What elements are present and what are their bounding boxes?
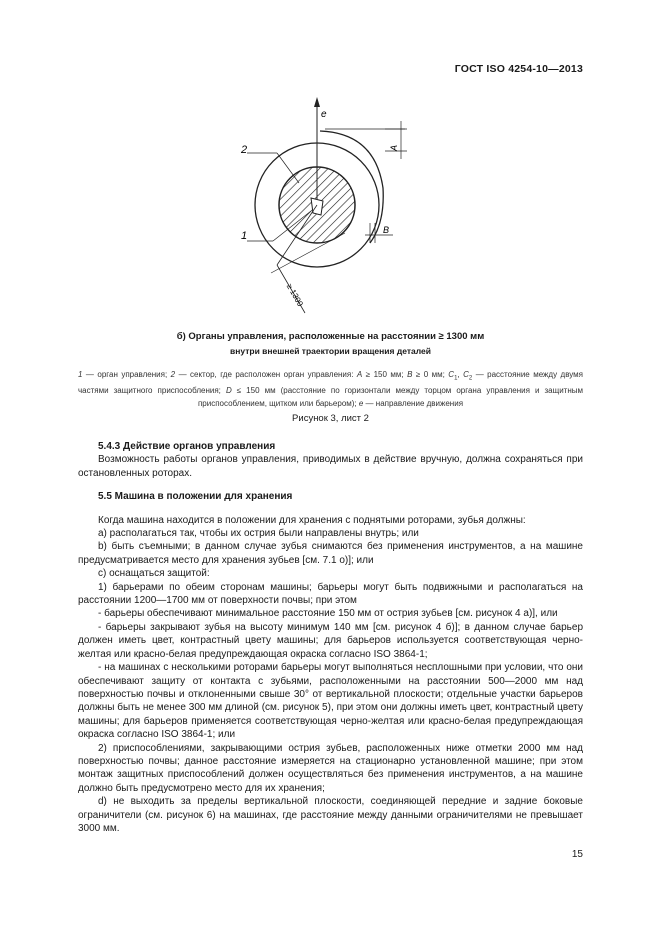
label-dim-1300: ≥ 1300 <box>284 282 305 308</box>
list-item: b) быть съемными; в данном случае зубья снимаются без применения инструментов, а на машине предусматривается место для хранения зубьев [см. 7.1 о)]; или <box>78 541 583 566</box>
list-item: a) располагаться так, чтобы их острия были направлены внутрь; или <box>98 528 419 540</box>
figure-legend: 1 — орган управления; 2 — сектор, где расположен орган управления: A ≥ 150 мм; B ≥ 0 мм; $C_1$, $C_2$ — расстояние между двумя частями защитного приспособления; D ≤ 150 мм (расстояние по горизонтали между торцом органа управления и защитным приспособлением, щитком или барьером); e — направление движения <box>78 370 584 408</box>
standard-header: ГОСТ ISO 4254-10—2013 <box>454 63 583 75</box>
figure-caption: Рисунок 3, лист 2 <box>292 413 369 424</box>
list-item: - барьеры обеспечивают минимальное расстояние 150 мм от острия зубьев [см. рисунок 4 а)], или <box>98 608 558 620</box>
list-item: 2) приспособлениями, закрывающими острия зубьев, расположенных ниже отметки 2000 мм над поверхностью почвы; данное расстояние измеряется на стационарно установленной машине; при этом монтаж защитных приспособлений должен осуществляться без применения инструментов, а на машине должно быть предусмотрено место для их хранения; <box>78 742 583 794</box>
direction-arrow <box>314 97 320 107</box>
list-item: c) оснащаться защитой: <box>98 568 210 580</box>
list-item: 1) барьерами по обеим сторонам машины; барьеры могут быть подвижными и располагаться на расстоянии 1200—1700 мм от поверхности почвы; при этом <box>78 581 583 607</box>
page-number: 15 <box>571 849 583 860</box>
legend-num-2: 2 <box>170 370 176 379</box>
paragraph: Возможность работы органов управления, приводимых в действие вручную, должна сохраняться при остановленных роторах. <box>78 454 583 479</box>
section-heading-5-5: 5.5 Машина в положении для хранения <box>98 491 293 503</box>
figure-3-sheet-2-drawing <box>225 93 425 329</box>
section-heading-5-4-3: 5.4.3 Действие органов управления <box>98 441 276 452</box>
legend-num-1: 1 <box>78 370 83 379</box>
label-2: 2 <box>241 144 248 156</box>
figure-subtitle-line-1: б) Органы управления, расположенные на расстоянии ≥ 1300 мм <box>176 331 485 342</box>
figure-subtitle-line-2: внутри внешней траектории вращения деталей <box>230 346 431 356</box>
body-text <box>78 440 583 835</box>
control-element <box>311 198 323 215</box>
list-item: - на машинах с несколькими роторами барьеры могут выполняться несплошными при условии, что они обеспечивают защиту от контакта с зубьями, расположенными на расстоянии 500—2000 мм над поверхностью почвы и отклоненными свыше 30° от вертикальной плоскости; отдельные участки барьеров должны быть не менее 300 мм длиной (см. рисунок 5), при этом они должны иметь цвет, контрастный цвету машины; для барьеров применяется соответствующая черно-желтая или красно-белая предупреждающая окраска согласно ISO 3864-1; или <box>78 662 583 741</box>
list-item: - барьеры закрывают зубья на высоту минимум 140 мм [см. рисунок 4 б)]; в данном случае барьер должен иметь цвет, контрастный цвету машины; для барьеров используется соответствующая черно-желтая или красно-белая предупреждающая окраска согласно ISO 3864-1; <box>78 621 583 660</box>
label-1: 1 <box>241 230 248 242</box>
label-e: e <box>321 109 327 120</box>
paragraph: Когда машина находится в положении для хранения с поднятыми роторами, зубья должны: <box>98 514 526 526</box>
label-A: A <box>389 144 399 151</box>
label-B: B <box>383 225 390 235</box>
list-item: d) не выходить за пределы вертикальной плоскости, соединяющей передние и задние боковые ограничители (см. рисунок 6) на машинах, где расстояние между данными ограничителями не превышает 3000 мм. <box>78 796 583 834</box>
